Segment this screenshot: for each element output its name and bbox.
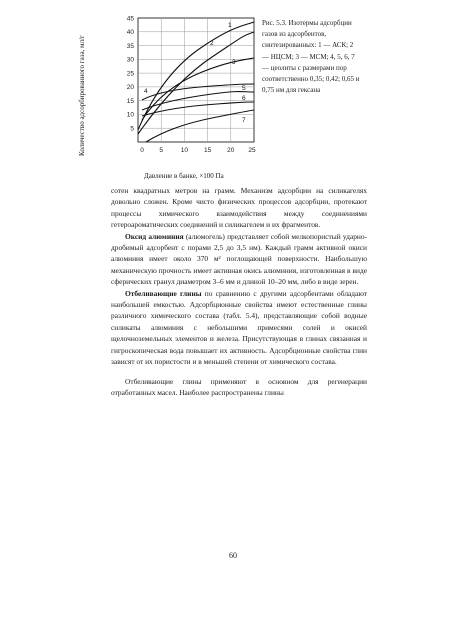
x-tick-label: 5 (159, 147, 164, 154)
paragraph-2-lead: Оксид алюминия (125, 231, 184, 241)
paragraph-1-text: сотен квадратных метров на грамм. Механизм адсорбции на силикагелях довольно сложен. Кроме чисто физических процессов адсорбции, протекают процессы химического взаимодействия между соединениями гетероароматических соединений и силикагелем и их фрагментов. (111, 186, 367, 230)
y-tick-label: 25 (126, 70, 134, 78)
x-tick-label: 20 (227, 147, 235, 154)
plot-frame (138, 18, 254, 142)
curve-label-1: 1 (228, 22, 232, 29)
paragraph-3-lead: Отбеливающие глины (125, 288, 202, 298)
figure-caption-text: Рис. 5.3. Изотермы адсорбции газов из адсорбентов, синтезированных: 1 — АСК; 2 — НЦСМ; 3 — МСМ; 4, 5, 6, 7 — цеолиты с размерами пор соответственно 0,35; 0,42; 0,65 и 0,75 нм для гексана (262, 19, 360, 95)
isotherm-curve-2 (138, 32, 254, 134)
isotherm-curve-7 (146, 110, 254, 142)
curve-label-2: 2 (210, 40, 214, 47)
y-tick-label: 40 (126, 29, 134, 37)
paragraph-3-text: по сравнению с другими адсорбентами обладают наибольшей емкостью. Адсорбционные свойства имеют естественные глины различного химического состава (табл. 5.4), представляющие собой водные силикаты алюминия с небольшими примесями солей и окисей щелочноземельных элементов и железа. Присутствующая в глинах связанная и гигроскопическая вода повышает их активность. Адсорбционные свойства глин зависят от их пористости и в меньшей степени от химического состава. (111, 288, 367, 367)
x-tick-label: 10 (180, 147, 189, 154)
y-tick-label: 20 (126, 84, 134, 92)
y-tick-label: 35 (126, 42, 134, 50)
isotherm-curves (138, 22, 254, 142)
isotherm-curve-1 (138, 22, 254, 130)
paragraph-4-text: Отбеливающие глины применяют в основном для регенерации отработанных масел. Наиболее распространены глины (111, 376, 367, 397)
y-axis-title: Количество адсорбированного газа, мл/г (78, 35, 86, 156)
paragraph-3 (111, 288, 367, 368)
figure-caption (262, 18, 360, 96)
curve-label-7: 7 (242, 117, 246, 124)
paragraph-1 (111, 185, 367, 231)
page-number: 60 (229, 551, 237, 560)
y-tick-label: 15 (126, 98, 134, 105)
curve-label-3: 3 (232, 59, 236, 66)
paragraph-2-text: (алюмогель) представляет собой мелкопористый ударно-дробимый адсорбент с порами 2,5 до 3,5 нм). Каждый грамм активной окиси алюминия имеет около 370 м² поглощающей поверхности. Наибольшую механическую прочность имеет активная окись алюминия, изготовленная в виде сферических гранул диаметром 3–6 мм и длиной 10–20 мм, либо в виде зерен. (111, 231, 368, 287)
plot-grid (138, 18, 254, 142)
y-tick-label: 5 (130, 125, 134, 133)
curve-label-5: 5 (242, 85, 246, 92)
x-axis-title: Давление в банке, ×100 Па (144, 172, 224, 180)
isotherm-plot (102, 12, 264, 172)
y-tick-label: 45 (126, 15, 134, 23)
paragraph-2 (111, 231, 367, 288)
y-tick-label: 10 (126, 111, 134, 119)
paragraph-4 (111, 376, 367, 399)
x-tick-label: 15 (203, 147, 212, 154)
body-text (111, 185, 367, 398)
curve-label-6: 6 (242, 95, 246, 102)
y-tick-label: 30 (126, 56, 134, 64)
x-tick-label: 0 (140, 147, 144, 154)
x-tick-label: 25 (248, 147, 256, 154)
curve-label-4: 4 (144, 88, 148, 95)
figure-5-3 (102, 12, 264, 168)
